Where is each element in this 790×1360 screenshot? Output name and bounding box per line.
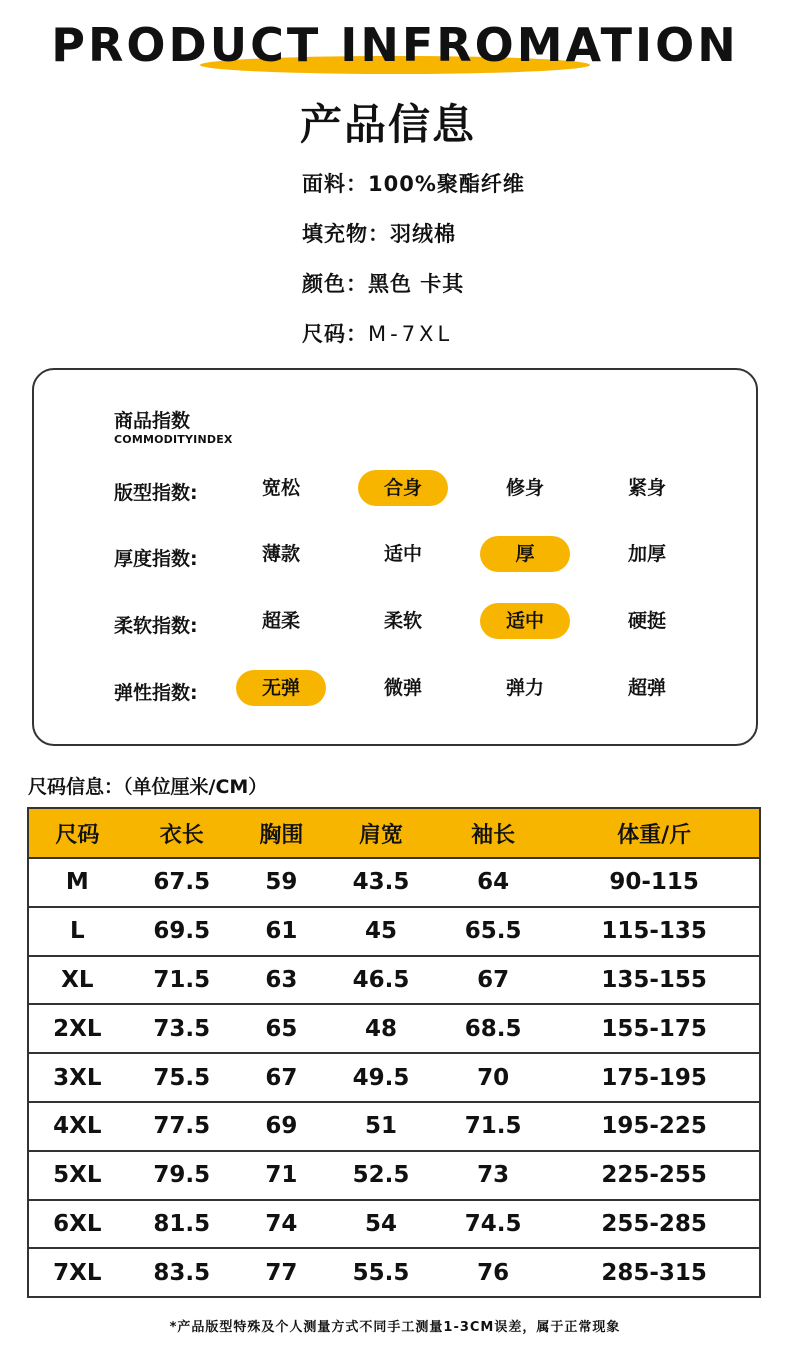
size-table-header-cell: 袖长 xyxy=(437,808,549,858)
size-table-header-cell: 衣长 xyxy=(126,808,238,858)
size-table-cell: 67 xyxy=(437,956,549,1005)
info-value: 100%聚酯纤维 xyxy=(368,172,525,196)
size-table-cell: 73 xyxy=(437,1151,549,1200)
size-table-cell: 3XL xyxy=(28,1053,126,1102)
size-table-cell: 69.5 xyxy=(126,907,238,956)
size-table-row xyxy=(28,1200,760,1249)
size-table-cell: 43.5 xyxy=(325,858,437,907)
size-table-cell: 175-195 xyxy=(549,1053,760,1102)
size-table-cell: 79.5 xyxy=(126,1151,238,1200)
info-label: 面料： xyxy=(302,172,368,196)
index-option: 微弹 xyxy=(383,677,422,699)
size-table-cell: 6XL xyxy=(28,1200,126,1249)
size-table-cell: 73.5 xyxy=(126,1004,238,1053)
size-table-cell: 68.5 xyxy=(437,1004,549,1053)
size-table-cell: 45 xyxy=(325,907,437,956)
size-table-row xyxy=(28,1102,760,1151)
size-table-cell: 77.5 xyxy=(126,1102,238,1151)
info-value: M-7XL xyxy=(368,322,454,346)
size-table-cell: 225-255 xyxy=(549,1151,760,1200)
size-table-cell: 74 xyxy=(238,1200,325,1249)
index-option: 超柔 xyxy=(261,610,300,632)
index-row-label: 弹性指数: xyxy=(114,682,198,704)
size-table-cell: 2XL xyxy=(28,1004,126,1053)
index-option-selected: 适中 xyxy=(480,603,570,639)
size-table-cell: 51 xyxy=(325,1102,437,1151)
size-table-cell: 255-285 xyxy=(549,1200,760,1249)
size-table-cell: 71 xyxy=(238,1151,325,1200)
index-row xyxy=(34,603,756,643)
index-option-selected: 合身 xyxy=(358,470,448,506)
commodity-index-panel xyxy=(32,368,758,746)
size-table-cell: 48 xyxy=(325,1004,437,1053)
index-option: 薄款 xyxy=(261,543,300,565)
info-value: 黑色 卡其 xyxy=(368,272,465,296)
size-table-cell: L xyxy=(28,907,126,956)
index-option-selected: 厚 xyxy=(480,536,570,572)
size-table-header-row xyxy=(28,808,760,858)
index-row-label: 版型指数: xyxy=(114,482,198,504)
size-table-row xyxy=(28,1248,760,1297)
size-table-cell: 115-135 xyxy=(549,907,760,956)
info-filling xyxy=(302,218,456,248)
size-table-cell: 65 xyxy=(238,1004,325,1053)
size-table-cell: XL xyxy=(28,956,126,1005)
index-option: 弹力 xyxy=(505,677,544,699)
size-table-cell: 81.5 xyxy=(126,1200,238,1249)
info-label: 颜色： xyxy=(302,272,368,296)
size-table xyxy=(27,807,761,1298)
size-table-cell: 70 xyxy=(437,1053,549,1102)
index-row-label: 柔软指数: xyxy=(114,615,198,637)
index-option: 修身 xyxy=(505,477,544,499)
info-value: 羽绒棉 xyxy=(390,222,456,246)
info-fabric xyxy=(302,168,525,198)
size-table-cell: 76 xyxy=(437,1248,549,1297)
size-table-cell: 5XL xyxy=(28,1151,126,1200)
size-table-cell: 46.5 xyxy=(325,956,437,1005)
index-option: 柔软 xyxy=(383,610,422,632)
info-size xyxy=(302,318,453,348)
size-table-cell: 61 xyxy=(238,907,325,956)
info-label: 尺码： xyxy=(302,322,368,346)
commodity-index-title: 商品指数 xyxy=(114,410,191,432)
size-table-cell: 195-225 xyxy=(549,1102,760,1151)
size-table-header-cell: 尺码 xyxy=(28,808,126,858)
index-option: 适中 xyxy=(383,543,422,565)
size-table-row xyxy=(28,956,760,1005)
index-option: 硬挺 xyxy=(627,610,666,632)
size-table-cell: 285-315 xyxy=(549,1248,760,1297)
size-table-cell: 75.5 xyxy=(126,1053,238,1102)
page-title-en: PRODUCT INFROMATION xyxy=(51,18,739,72)
size-table-cell: 90-115 xyxy=(549,858,760,907)
size-table-cell: 77 xyxy=(238,1248,325,1297)
size-table-cell: 65.5 xyxy=(437,907,549,956)
size-table-cell: 7XL xyxy=(28,1248,126,1297)
index-row xyxy=(34,470,756,510)
index-option: 宽松 xyxy=(261,477,300,499)
info-color xyxy=(302,268,464,298)
size-table-cell: 49.5 xyxy=(325,1053,437,1102)
index-option: 紧身 xyxy=(627,477,666,499)
info-label: 填充物： xyxy=(302,222,390,246)
size-table-caption: 尺码信息：（单位厘米/CM） xyxy=(28,776,268,798)
page-title-cn: 产品信息 xyxy=(300,100,477,149)
index-row xyxy=(34,670,756,710)
index-row xyxy=(34,536,756,576)
size-table-cell: 63 xyxy=(238,956,325,1005)
size-table-cell: M xyxy=(28,858,126,907)
commodity-index-subtitle: COMMODITYINDEX xyxy=(114,433,233,446)
index-option: 加厚 xyxy=(627,543,666,565)
size-table-cell: 59 xyxy=(238,858,325,907)
index-row-label: 厚度指数: xyxy=(114,548,198,570)
size-table-row xyxy=(28,1004,760,1053)
size-table-cell: 67 xyxy=(238,1053,325,1102)
size-table-cell: 74.5 xyxy=(437,1200,549,1249)
size-table-header-cell: 肩宽 xyxy=(325,808,437,858)
size-table-cell: 69 xyxy=(238,1102,325,1151)
footnote: *产品版型特殊及个人测量方式不同手工测量1-3CM误差，属于正常现象 xyxy=(169,1320,621,1335)
index-option-selected: 无弹 xyxy=(236,670,326,706)
size-table-row xyxy=(28,1151,760,1200)
size-table-cell: 135-155 xyxy=(549,956,760,1005)
size-table-row xyxy=(28,907,760,956)
size-table-row xyxy=(28,858,760,907)
index-option: 超弹 xyxy=(627,677,666,699)
size-table-cell: 71.5 xyxy=(126,956,238,1005)
size-table-cell: 54 xyxy=(325,1200,437,1249)
size-table-cell: 52.5 xyxy=(325,1151,437,1200)
size-table-cell: 71.5 xyxy=(437,1102,549,1151)
size-table-header-cell: 体重/斤 xyxy=(549,808,760,858)
size-table-cell: 67.5 xyxy=(126,858,238,907)
size-table-cell: 155-175 xyxy=(549,1004,760,1053)
size-table-row xyxy=(28,1053,760,1102)
size-table-cell: 55.5 xyxy=(325,1248,437,1297)
size-table-cell: 83.5 xyxy=(126,1248,238,1297)
size-table-header-cell: 胸围 xyxy=(238,808,325,858)
size-table-cell: 4XL xyxy=(28,1102,126,1151)
size-table-cell: 64 xyxy=(437,858,549,907)
